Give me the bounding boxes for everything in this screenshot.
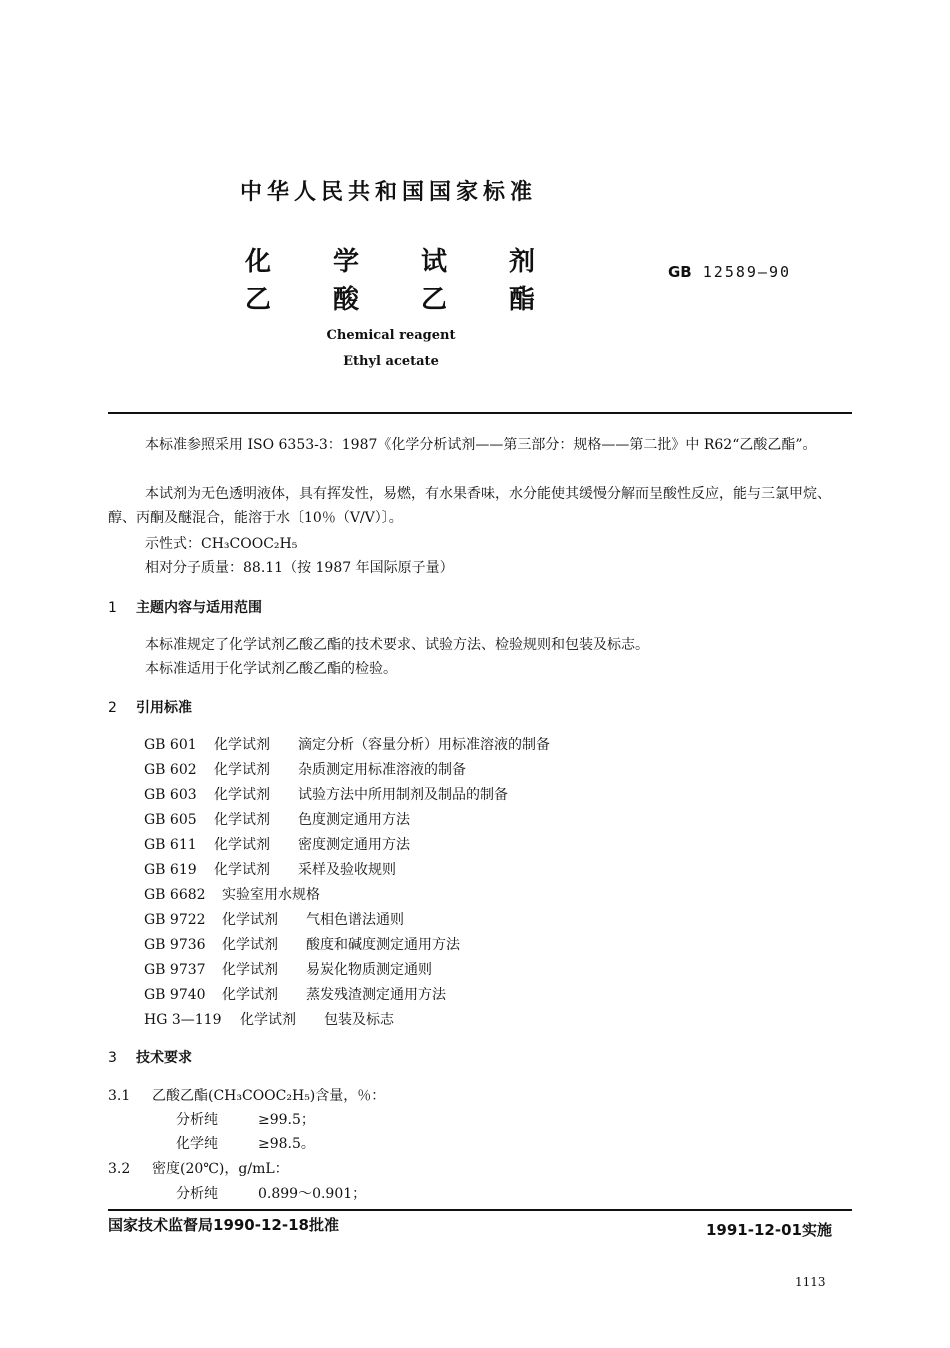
standard-code-prefix: GB — [668, 263, 692, 281]
ref-code: GB 601 — [144, 737, 197, 753]
ref-title: 包装及标志 — [324, 1012, 394, 1028]
ref-code: GB 603 — [144, 787, 197, 803]
page-number: 1113 — [795, 1275, 826, 1289]
national-standard-heading: 中华人民共和国国家标准 — [240, 180, 538, 205]
intro-paragraph-1: 本标准参照采用 ISO 6353-3：1987《化学分析试剂——第三部分：规格——第二批》中 R62“乙酸乙酯”。 — [145, 437, 817, 453]
ref-code: HG 3—119 — [144, 1012, 222, 1028]
ref-category: 化学试剂 — [214, 762, 270, 778]
reference-row — [144, 959, 432, 979]
section-2-heading — [108, 697, 192, 717]
ref-title: 酸度和碱度测定通用方法 — [306, 937, 460, 953]
chinese-title-line-1 — [245, 241, 535, 278]
intro-paragraph-2: 本试剂为无色透明液体，具有挥发性，易燃，有水果香味，水分能使其缓慢分解而呈酸性反应，能与三氯甲烷、醇、丙酮及醚混合，能溶于水〔10％（V/V）〕。 — [108, 486, 831, 526]
standard-code — [668, 263, 791, 281]
formula-line — [145, 533, 297, 553]
ref-category: 化学试剂 — [222, 987, 278, 1003]
reference-row — [144, 834, 410, 854]
approval-date: 国家技术监督局1990-12-18批准 — [108, 1216, 339, 1234]
reference-row — [144, 734, 550, 754]
title-char: 酸 — [332, 285, 359, 315]
reference-row — [144, 859, 396, 879]
ref-category: 化学试剂 — [222, 937, 278, 953]
section-1-line-2: 本标准适用于化学试剂乙酸乙酯的检验。 — [145, 661, 397, 677]
ref-code: GB 6682 — [144, 887, 206, 903]
ref-category: 化学试剂 — [214, 787, 270, 803]
section-1-line-1: 本标准规定了化学试剂乙酸乙酯的技术要求、试验方法、检验规则和包装及标志。 — [145, 637, 649, 653]
chinese-title-line-2 — [245, 279, 535, 316]
english-title-line-1: Chemical reagent — [326, 328, 456, 343]
ref-code: GB 9736 — [144, 937, 206, 953]
molecular-mass-line — [145, 557, 454, 577]
ref-code: GB 619 — [144, 862, 197, 878]
english-title-line-2: Ethyl acetate — [343, 354, 439, 369]
section-number: 2 — [108, 700, 117, 716]
ref-title: 蒸发残渣测定通用方法 — [306, 987, 446, 1003]
reference-row — [144, 1009, 394, 1029]
reference-row — [144, 784, 508, 804]
ref-code: GB 605 — [144, 812, 197, 828]
section-number: 1 — [108, 600, 117, 616]
title-char: 酯 — [508, 285, 535, 315]
reference-row — [144, 884, 320, 904]
effective-date: 1991-12-01实施 — [706, 1221, 832, 1239]
mass-value: 88.11（按 1987 年国际原子量） — [243, 560, 454, 576]
ref-title: 杂质测定用标准溶液的制备 — [298, 762, 466, 778]
ref-code: GB 611 — [144, 837, 197, 853]
title-char: 乙 — [420, 285, 447, 315]
grade-name: 化学纯 — [176, 1136, 218, 1152]
formula-value: CH₃COOC₂H₅ — [201, 536, 298, 552]
ref-title: 实验室用水规格 — [222, 887, 320, 903]
ref-title: 采样及验收规则 — [298, 862, 396, 878]
item-text: 乙酸乙酯(CH₃COOC₂H₅)含量，％： — [152, 1088, 386, 1104]
grade-value: ≥99.5； — [258, 1112, 315, 1128]
section-number: 3 — [108, 1050, 117, 1066]
mass-label: 相对分子质量： — [145, 560, 243, 576]
item-text: 密度(20℃)，g/mL： — [152, 1161, 289, 1177]
title-char: 化 — [245, 247, 272, 277]
grade-value: ≥98.5。 — [258, 1136, 315, 1152]
grade-row — [176, 1109, 315, 1129]
standard-code-number: 12589—90 — [702, 263, 792, 281]
grade-name: 分析纯 — [176, 1186, 218, 1202]
ref-category: 化学试剂 — [240, 1012, 296, 1028]
section-title: 技术要求 — [136, 1050, 192, 1066]
section-title: 主题内容与适用范围 — [136, 600, 262, 616]
ref-category: 化学试剂 — [214, 737, 270, 753]
ref-category: 化学试剂 — [222, 962, 278, 978]
reference-row — [144, 909, 404, 929]
item-3-1 — [108, 1085, 385, 1105]
footer-divider — [108, 1209, 852, 1211]
ref-category: 化学试剂 — [214, 812, 270, 828]
ref-title: 色度测定通用方法 — [298, 812, 410, 828]
ref-code: GB 9740 — [144, 987, 206, 1003]
reference-row — [144, 809, 410, 829]
ref-category: 化学试剂 — [222, 912, 278, 928]
section-1-heading — [108, 597, 262, 617]
ref-code: GB 9722 — [144, 912, 206, 928]
title-char: 剂 — [508, 247, 535, 277]
formula-label: 示性式： — [145, 536, 201, 552]
title-char: 乙 — [245, 285, 272, 315]
ref-code: GB 9737 — [144, 962, 206, 978]
section-3-heading — [108, 1047, 192, 1067]
grade-value: 0.899～0.901； — [258, 1186, 367, 1202]
ref-code: GB 602 — [144, 762, 197, 778]
section-title: 引用标准 — [136, 700, 192, 716]
reference-row — [144, 934, 460, 954]
grade-row — [176, 1133, 315, 1153]
item-number: 3.1 — [108, 1088, 131, 1104]
ref-title: 试验方法中所用制剂及制品的制备 — [298, 787, 508, 803]
title-char: 试 — [420, 247, 447, 277]
grade-row — [176, 1183, 366, 1203]
reference-row — [144, 984, 446, 1004]
header-divider — [108, 412, 852, 414]
ref-category: 化学试剂 — [214, 837, 270, 853]
ref-title: 密度测定通用方法 — [298, 837, 410, 853]
ref-title: 易炭化物质测定通则 — [306, 962, 432, 978]
reference-row — [144, 759, 466, 779]
ref-category: 化学试剂 — [214, 862, 270, 878]
ref-title: 滴定分析（容量分析）用标准溶液的制备 — [298, 737, 550, 753]
grade-name: 分析纯 — [176, 1112, 218, 1128]
ref-title: 气相色谱法通则 — [306, 912, 404, 928]
item-number: 3.2 — [108, 1161, 131, 1177]
item-3-2 — [108, 1158, 289, 1178]
title-char: 学 — [332, 247, 359, 277]
